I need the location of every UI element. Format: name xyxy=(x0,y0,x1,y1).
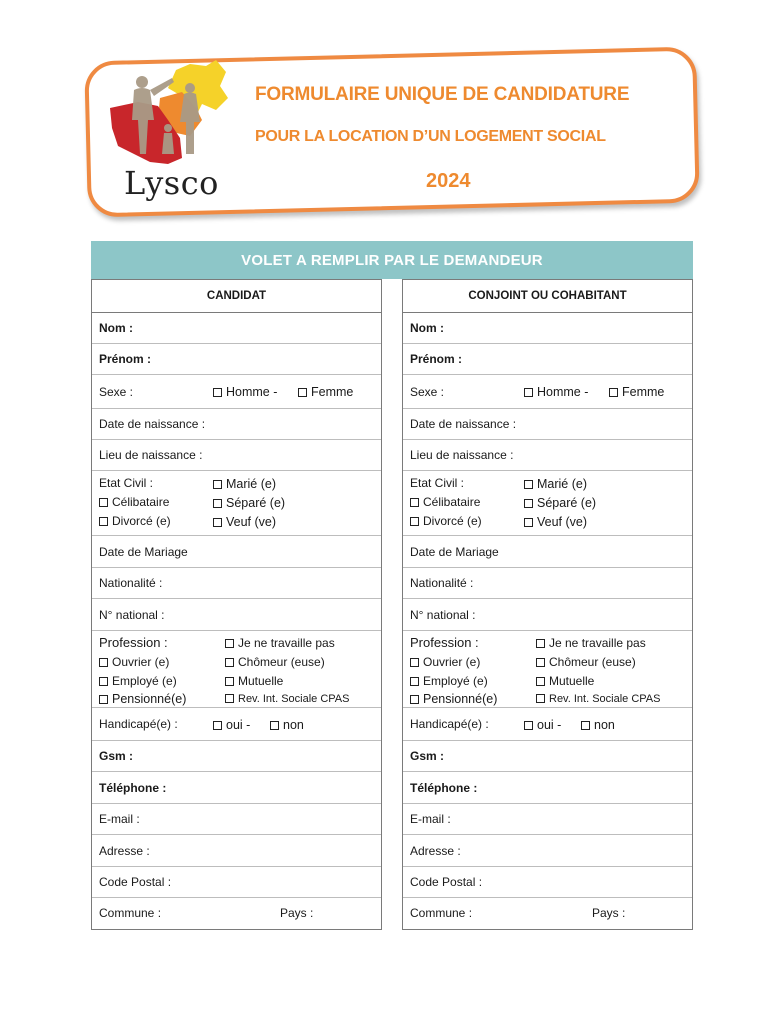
email-label: E-mail : xyxy=(99,812,140,826)
pensionne-label: Pensionné(e) xyxy=(423,692,498,706)
email-field[interactable] xyxy=(92,804,381,835)
checkbox-icon[interactable] xyxy=(99,677,108,686)
prenom-label: Prénom : xyxy=(410,352,463,366)
divorce-option[interactable] xyxy=(410,514,482,528)
checkbox-icon[interactable] xyxy=(99,498,108,507)
femme-label: Femme xyxy=(622,385,665,399)
column-heading: CONJOINT OU COHABITANT xyxy=(403,280,692,313)
checkbox-icon[interactable] xyxy=(536,694,545,703)
date-naissance-label: Date de naissance : xyxy=(99,417,206,431)
checkbox-icon[interactable] xyxy=(213,499,222,508)
checkbox-icon[interactable] xyxy=(213,518,222,527)
veuf-option[interactable] xyxy=(213,515,276,529)
date-mariage-label: Date de Mariage xyxy=(99,544,188,559)
commune-label: Commune : xyxy=(99,906,162,920)
gsm-label: Gsm : xyxy=(99,749,134,763)
checkbox-icon[interactable] xyxy=(536,658,545,667)
celibataire-label: Célibataire xyxy=(423,495,481,509)
etat-civil-label: Etat Civil : xyxy=(410,476,465,490)
date-mariage-field[interactable] xyxy=(403,536,692,568)
date-naissance-field[interactable] xyxy=(403,409,692,440)
pensionne-option[interactable] xyxy=(410,692,497,706)
profession-field xyxy=(403,631,692,708)
checkbox-icon[interactable] xyxy=(524,480,533,489)
adresse-field[interactable] xyxy=(92,835,381,867)
numero-national-label: N° national : xyxy=(99,607,165,622)
code-postal-field[interactable] xyxy=(92,867,381,898)
handicape-field xyxy=(92,708,381,741)
ne-travaille-pas-option[interactable] xyxy=(536,636,646,650)
pays-label: Pays : xyxy=(280,906,314,920)
separe-option[interactable] xyxy=(524,496,596,510)
commune-field[interactable] xyxy=(403,898,692,928)
employe-label: Employé (e) xyxy=(112,674,177,688)
checkbox-icon[interactable] xyxy=(298,388,307,397)
celibataire-label: Célibataire xyxy=(112,495,170,509)
mutuelle-label: Mutuelle xyxy=(238,674,284,688)
checkbox-icon[interactable] xyxy=(225,639,234,648)
conjoint-column xyxy=(402,279,693,930)
nationalite-field[interactable] xyxy=(403,568,692,599)
date-naissance-field[interactable] xyxy=(92,409,381,440)
marie-option[interactable] xyxy=(524,477,587,491)
celibataire-option[interactable] xyxy=(410,495,480,509)
checkbox-icon[interactable] xyxy=(524,518,533,527)
checkbox-icon[interactable] xyxy=(225,694,234,703)
profession-label: Profession : xyxy=(99,635,168,650)
separe-option[interactable] xyxy=(213,496,285,510)
nom-label: Nom : xyxy=(410,321,444,335)
lieu-naissance-label: Lieu de naissance : xyxy=(410,448,514,462)
column-heading: CANDIDAT xyxy=(92,280,381,313)
rev-int-option[interactable] xyxy=(536,693,660,705)
veuf-label: Veuf (ve) xyxy=(226,515,277,529)
date-mariage-field[interactable] xyxy=(92,536,381,568)
homme-label: Homme - xyxy=(226,385,278,399)
logo-text: Lysco xyxy=(124,164,219,202)
non-option[interactable] xyxy=(270,718,304,732)
mutuelle-option[interactable] xyxy=(536,674,594,688)
email-field[interactable] xyxy=(403,804,692,835)
homme-option[interactable] xyxy=(213,385,277,399)
candidat-column xyxy=(91,279,382,930)
pensionne-option[interactable] xyxy=(99,692,186,706)
checkbox-icon[interactable] xyxy=(536,677,545,686)
checkbox-icon[interactable] xyxy=(99,658,108,667)
sexe-field xyxy=(92,375,381,409)
checkbox-icon[interactable] xyxy=(225,658,234,667)
mutuelle-label: Mutuelle xyxy=(549,674,595,688)
lieu-naissance-label: Lieu de naissance : xyxy=(99,448,203,462)
nationalite-field[interactable] xyxy=(92,568,381,599)
divorce-label: Divorcé (e) xyxy=(112,514,171,528)
telephone-field[interactable] xyxy=(92,772,381,804)
prenom-field[interactable] xyxy=(403,344,692,375)
marie-option[interactable] xyxy=(213,477,276,491)
checkbox-icon[interactable] xyxy=(225,677,234,686)
homme-label: Homme - xyxy=(537,385,589,399)
checkbox-icon[interactable] xyxy=(410,695,419,704)
non-option[interactable] xyxy=(581,718,615,732)
ne-travaille-pas-option[interactable] xyxy=(225,636,335,650)
sexe-label: Sexe : xyxy=(410,384,445,399)
rev-int-label: Rev. Int. Sociale CPAS xyxy=(549,693,661,705)
adresse-label: Adresse : xyxy=(410,843,461,858)
veuf-option[interactable] xyxy=(524,515,587,529)
employe-option[interactable] xyxy=(410,674,488,688)
divorce-option[interactable] xyxy=(99,514,171,528)
checkbox-icon[interactable] xyxy=(524,499,533,508)
profession-label: Profession : xyxy=(410,635,479,650)
ouvrier-label: Ouvrier (e) xyxy=(423,655,481,669)
handicape-label: Handicapé(e) : xyxy=(410,717,489,731)
prenom-field[interactable] xyxy=(92,344,381,375)
rev-int-label: Rev. Int. Sociale CPAS xyxy=(238,693,350,705)
checkbox-icon[interactable] xyxy=(410,658,419,667)
separe-label: Séparé (e) xyxy=(537,496,597,510)
gsm-field[interactable] xyxy=(403,741,692,772)
checkbox-icon[interactable] xyxy=(213,721,222,730)
checkbox-icon[interactable] xyxy=(581,721,590,730)
sexe-field xyxy=(403,375,692,409)
telephone-label: Téléphone : xyxy=(99,780,167,795)
gsm-field[interactable] xyxy=(92,741,381,772)
telephone-label: Téléphone : xyxy=(410,780,478,795)
marie-label: Marié (e) xyxy=(537,477,588,491)
date-naissance-label: Date de naissance : xyxy=(410,417,517,431)
veuf-label: Veuf (ve) xyxy=(537,515,588,529)
telephone-field[interactable] xyxy=(403,772,692,804)
chomeur-option[interactable] xyxy=(536,655,636,669)
ouvrier-option[interactable] xyxy=(99,655,169,669)
oui-label: oui - xyxy=(226,718,251,732)
oui-option[interactable] xyxy=(213,718,250,732)
adresse-field[interactable] xyxy=(403,835,692,867)
commune-label: Commune : xyxy=(410,906,473,920)
document-subtitle: POUR LA LOCATION D’UN LOGEMENT SOCIAL xyxy=(255,128,606,145)
homme-option[interactable] xyxy=(524,385,588,399)
lieu-naissance-field[interactable] xyxy=(403,440,692,471)
non-label: non xyxy=(283,718,304,732)
chomeur-option[interactable] xyxy=(225,655,325,669)
employe-option[interactable] xyxy=(99,674,177,688)
pays-label: Pays : xyxy=(592,906,626,920)
nationalite-label: Nationalité : xyxy=(99,576,163,590)
checkbox-icon[interactable] xyxy=(99,695,108,704)
checkbox-icon[interactable] xyxy=(410,517,419,526)
handicape-field xyxy=(403,708,692,741)
ne-travaille-pas-label: Je ne travaille pas xyxy=(238,636,335,650)
checkbox-icon[interactable] xyxy=(99,517,108,526)
profession-field xyxy=(92,631,381,708)
checkbox-icon[interactable] xyxy=(213,480,222,489)
checkbox-icon[interactable] xyxy=(410,677,419,686)
ouvrier-option[interactable] xyxy=(410,655,480,669)
mutuelle-option[interactable] xyxy=(225,674,283,688)
code-postal-field[interactable] xyxy=(403,867,692,898)
marie-label: Marié (e) xyxy=(226,477,277,491)
form-banner: VOLET A REMPLIR PAR LE DEMANDEUR xyxy=(91,241,693,279)
prenom-label: Prénom : xyxy=(99,352,152,366)
sexe-label: Sexe : xyxy=(99,384,134,399)
etat-civil-field xyxy=(403,471,692,536)
adresse-label: Adresse : xyxy=(99,843,150,858)
numero-national-field[interactable] xyxy=(92,599,381,631)
femme-option[interactable] xyxy=(609,385,664,399)
divorce-label: Divorcé (e) xyxy=(423,514,482,528)
etat-civil-label: Etat Civil : xyxy=(99,476,154,490)
gsm-label: Gsm : xyxy=(410,749,445,763)
celibataire-option[interactable] xyxy=(99,495,169,509)
numero-national-field[interactable] xyxy=(403,599,692,631)
nationalite-label: Nationalité : xyxy=(410,576,474,590)
nom-field[interactable] xyxy=(403,313,692,344)
chomeur-label: Chômeur (euse) xyxy=(549,655,636,669)
checkbox-icon[interactable] xyxy=(213,388,222,397)
date-mariage-label: Date de Mariage xyxy=(410,544,499,559)
handicape-label: Handicapé(e) : xyxy=(99,717,178,731)
oui-option[interactable] xyxy=(524,718,561,732)
lieu-naissance-field[interactable] xyxy=(92,440,381,471)
femme-option[interactable] xyxy=(298,385,353,399)
non-label: non xyxy=(594,718,615,732)
oui-label: oui - xyxy=(537,718,562,732)
numero-national-label: N° national : xyxy=(410,607,476,622)
separe-label: Séparé (e) xyxy=(226,496,286,510)
ne-travaille-pas-label: Je ne travaille pas xyxy=(549,636,646,650)
document-year: 2024 xyxy=(426,170,471,192)
ouvrier-label: Ouvrier (e) xyxy=(112,655,170,669)
email-label: E-mail : xyxy=(410,812,451,826)
document-title: FORMULAIRE UNIQUE DE CANDIDATURE xyxy=(255,84,630,105)
checkbox-icon[interactable] xyxy=(536,639,545,648)
nom-field[interactable] xyxy=(92,313,381,344)
chomeur-label: Chômeur (euse) xyxy=(238,655,325,669)
checkbox-icon[interactable] xyxy=(270,721,279,730)
checkbox-icon[interactable] xyxy=(609,388,618,397)
pensionne-label: Pensionné(e) xyxy=(112,692,187,706)
checkbox-icon[interactable] xyxy=(524,388,533,397)
code-postal-label: Code Postal : xyxy=(410,875,483,889)
code-postal-label: Code Postal : xyxy=(99,875,172,889)
commune-field[interactable] xyxy=(92,898,381,928)
rev-int-option[interactable] xyxy=(225,693,349,705)
employe-label: Employé (e) xyxy=(423,674,488,688)
etat-civil-field xyxy=(92,471,381,536)
nom-label: Nom : xyxy=(99,321,133,335)
checkbox-icon[interactable] xyxy=(410,498,419,507)
femme-label: Femme xyxy=(311,385,354,399)
checkbox-icon[interactable] xyxy=(524,721,533,730)
